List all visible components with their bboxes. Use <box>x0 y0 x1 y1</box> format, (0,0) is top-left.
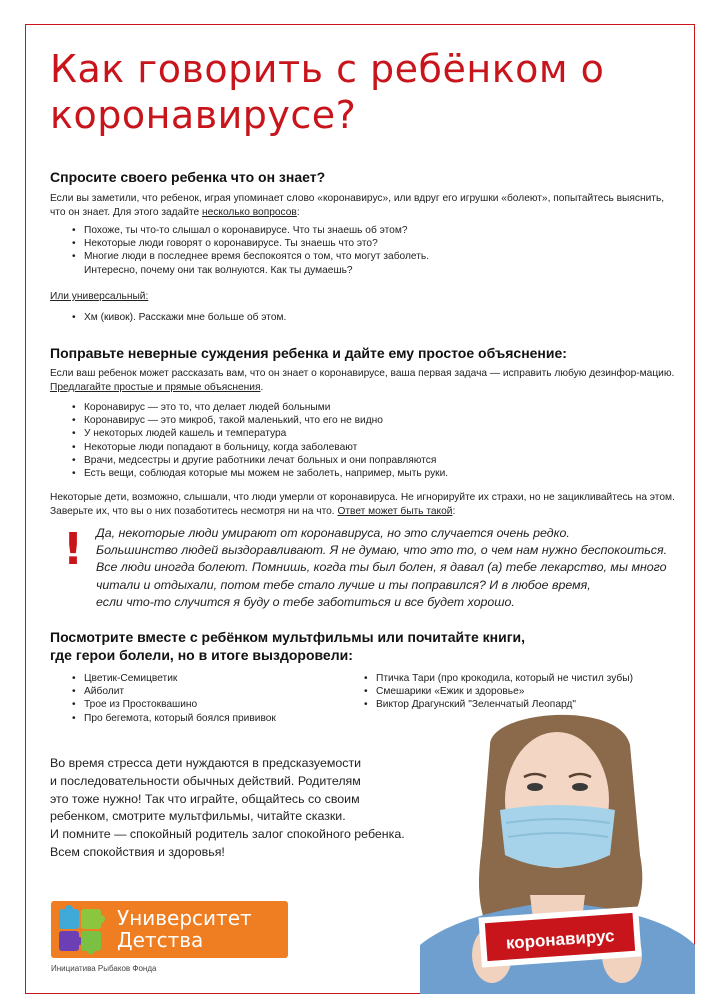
logo-wordmark: Университет Детства <box>117 906 252 952</box>
logo-caption: Инициатива Рыбаков Фонда <box>51 964 157 973</box>
closing-paragraph: Во время стресса дети нуждаются в предсказуемости и последовательности обычных действий. Родителям это тоже нужно! Так что играйте, общайтесь со своим ребенком, смотрите мультфильмы, читайте сказки. И помните — спокойный родитель залог спокойного ребенка. Всем спокойствия и здоровья! <box>50 756 405 859</box>
list-item: • У некоторых людей кашель и температура <box>72 427 572 440</box>
section-heading-ask: Спросите своего ребенка что он знает? <box>50 169 326 185</box>
explanations-list <box>72 401 572 480</box>
universal-list <box>72 311 472 324</box>
questions-list <box>72 224 492 277</box>
explanations-link-text: Предлагайте простые и прямые объяснения <box>50 381 261 393</box>
page-title: Как говорить с ребёнком о коронавирусе? <box>50 47 605 137</box>
list-item: • Цветик-Семицветик <box>72 672 352 685</box>
list-item: • Птичка Тари (про крокодила, который не чистил зубы) <box>364 672 684 685</box>
list-item: • Некоторые люди говорят о коронавирусе. Ты знаешь что это? <box>72 237 492 250</box>
woman-with-mask-photo <box>420 705 695 994</box>
list-item: • Коронавирус — это то, что делает людей больными <box>72 401 572 414</box>
questions-link-text: несколько вопросов <box>202 206 297 218</box>
puzzle-icon <box>57 905 109 955</box>
list-item: • Некоторые люди попадают в больницу, когда заболевают <box>72 441 572 454</box>
sample-answer-quote: Да, некоторые люди умирают от коронавируса, но это случается очень редко. Большинство людей выздоравливают. Я не думаю, что это то, о чем нам нужно беспокоиться. Все люди иногда болеют. Помнишь, когда ты был болен, я давал (а) тебе лекарство, мы много читали и отдыхали, потом тебе стало лучше и ты поправился? И в любое время, если что-то случится я буду о тебе заботиться и все будет хорошо. <box>96 526 668 609</box>
cartoons-list-left <box>72 672 352 725</box>
university-of-childhood-logo <box>51 901 288 958</box>
list-item: • Трое из Простоквашино <box>72 698 352 711</box>
exclamation-icon: ! <box>63 524 84 575</box>
list-item: • Коронавирус — это микроб, такой маленький, что его не видно <box>72 414 572 427</box>
section-correct-intro: Если ваш ребенок может рассказать вам, что он знает о коронавирусе, ваша первая задача — исправить любую дезинфор-мацию. Предлагайте простые и прямые объяснения. <box>50 368 675 393</box>
list-item: • Похоже, ты что-то слышал о коронавирусе. Что ты знаешь об этом? <box>72 224 492 237</box>
universal-label: Или универсальный: <box>50 291 149 302</box>
section-heading-correct: Поправьте неверные суждения ребенка и дайте ему простое объяснение: <box>50 345 567 361</box>
list-item: • Айболит <box>72 685 352 698</box>
list-item: • Многие люди в последнее время беспокоятся о том, что могут заболеть. Интересно, почему они так волнуются. Как ты думаешь? <box>72 250 464 276</box>
section-ask-intro: Если вы заметили, что ребенок, играя упоминает слово «коронавирус», или вдруг его игрушки «болеют», попытайтесь выяснить, что он знает. Для этого задайте несколько вопросов: <box>50 193 665 218</box>
list-item: • Про бегемота, который боялся прививок <box>72 712 352 725</box>
mask-sign-text: коронавирус <box>505 926 616 953</box>
answer-link-text: Ответ может быть такой <box>337 505 453 517</box>
list-item: • Врачи, медсестры и другие работники лечат больных и они поправляются <box>72 454 572 467</box>
list-item: • Есть вещи, соблюдая которые мы можем не заболеть, например, мыть руки. <box>72 467 572 480</box>
section-heading-cartoons: Посмотрите вместе с ребёнком мультфильмы или почитайте книги, где герои болели, но в итоге выздоровели: <box>50 629 526 663</box>
list-item: • Виктор Драгунский "Зеленчатый Леопард" <box>364 698 684 711</box>
fears-paragraph: Некоторые дети, возможно, слышали, что люди умерли от коронавируса. Не игнорируйте их страхи, но не зацикливайтесь на этом. Заверьте их, что вы о них позаботитесь несмотря ни на что. Ответ может быть такой: <box>50 492 675 517</box>
list-item: • Хм (кивок). Расскажи мне больше об этом. <box>72 311 472 324</box>
list-item: • Смешарики «Ежик и здоровье» <box>364 685 684 698</box>
